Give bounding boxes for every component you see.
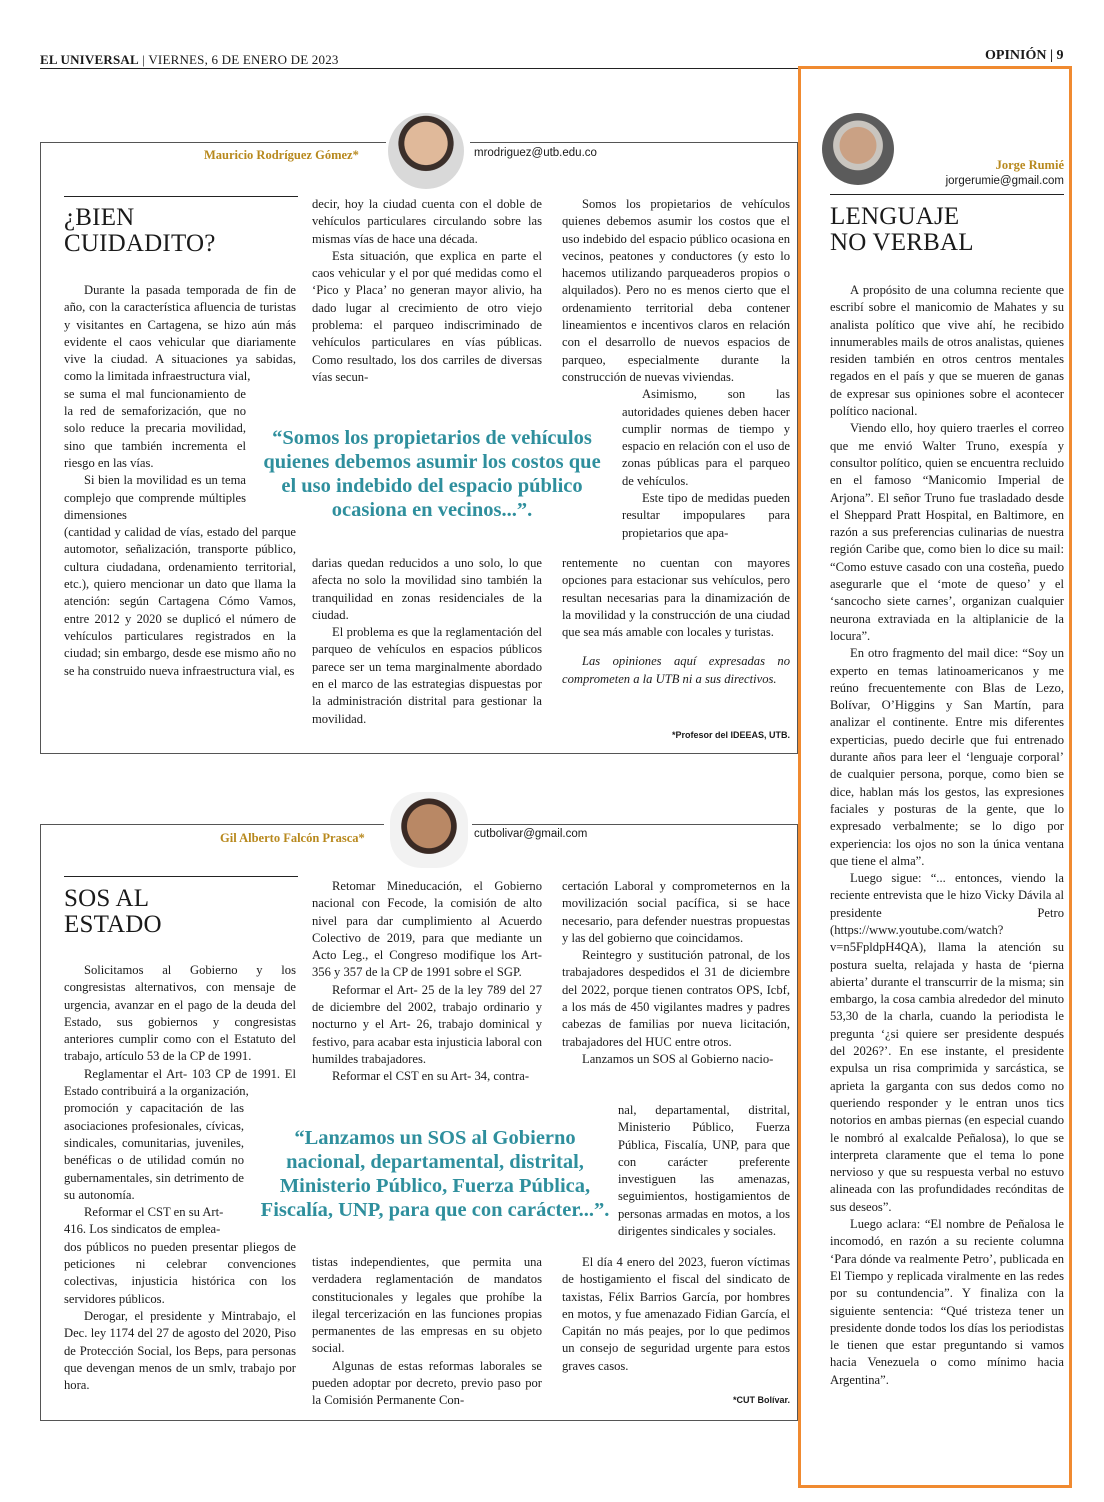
highlight-frame: [798, 66, 1072, 1488]
author-email: mrodriguez@utb.edu.co: [474, 147, 597, 159]
section-header: OPINIÓN | 9: [985, 48, 1064, 63]
issue-date: VIERNES, 6 DE ENERO DE 2023: [148, 52, 339, 67]
paragraph: Derogar, el presidente y Mintrabajo, el Dec. ley 1174 del 27 de agosto del 2020, Piso de Protección Social, los Beps, para personas que devengan menos de un smlv, trabajo por hora.: [64, 1308, 296, 1393]
pull-quote: “Somos los propietarios de vehículos quienes debemos asumir los costos que el uso indebido del espacio público ocasiona en vecinos...”.: [263, 427, 601, 521]
paragraph: promoción y capacitación de las asociaciones profesionales, cívicas, sindicales, comunitarias, juveniles, benéficas o de utilidad común no gubernamentales, sin detrimento de su autonomía.: [64, 1101, 244, 1202]
article-column: [312, 1254, 542, 1410]
paragraph: A propósito de una columna reciente que escribí sobre el manicomio de Mahates y su analista político que vive ahí, he recibido innumerables mails de otros analistas, quienes residen también en otros centros mentales regados en el país y que se mueren de ganas de expresar sus opiniones sobre el acontecer político nacional.: [830, 283, 1064, 419]
title-line: CUIDADITO?: [64, 230, 216, 257]
paragraph: Reglamentar el Art- 103 CP de 1991. El Estado contribuirá a la organización,: [64, 1066, 296, 1099]
page-number: 9: [1056, 48, 1064, 63]
author-name: Mauricio Rodríguez Gómez*: [204, 148, 359, 162]
paragraph: nal, departamental, distrital, Ministerio Público, Fuerza Pública, Fiscalía, UNP, para que con carácter preferente investiguen las amenazas, seguimientos, hostigamientos de personas armadas en motos, a los dirigentes sindicales y sociales.: [618, 1103, 790, 1239]
author-photo-mauricio: [388, 113, 464, 189]
paragraph: (cantidad y calidad de vías, estado del parque automotor, señalización, transporte público, cultura ciudadana, ordenamiento territorial, etc.), quiero mencionar un dato que llama la atención: según Cartagena Cómo Vamos, entre 2012 y 2020 se duplicó el número de vehículos particulares registrados en la ciudad; sin embargo, desde ese mismo año no se ha construido nueva infraestructura vial, es: [64, 525, 296, 678]
title-rule: [64, 196, 298, 197]
title-line: ¿BIEN: [64, 204, 135, 231]
paragraph: tistas independientes, que permita una verdadera reglamentación de mandatos constitucionales y legales que prohíbe la ilegal tercerización en las funciones propias permanentes de las empresas en su objeto social.: [312, 1255, 542, 1356]
article-column: [618, 1102, 790, 1240]
article-title: [64, 205, 216, 257]
paragraph: Reformar el CST en su Art- 34, contra-: [332, 1069, 530, 1084]
paragraph: Asimismo, son las autoridades quienes deben hacer cumplir normas de tiempo y espacio en relación con el uso de zonas públicas para el parqueo de vehículos.: [622, 387, 790, 488]
title-line: ESTADO: [64, 911, 162, 938]
paragraph: Somos los propietarios de vehículos quienes debemos asumir los costos que el uso indebido del espacio público ocasiona en vecinos, peatones y conductores (y esto lo hacemos utilizando parqueaderos propios o alquilados). Pero no es menos cierto que el ordenamiento territorial deba contener lineamientos e incentivos claros en relación con el desarrollo de nuevos espacios de parqueo, especialmente durante la construcción de nuevas viviendas.: [562, 197, 790, 384]
author-photo-gil: [390, 792, 468, 868]
pull-quote: “Lanzamos un SOS al Gobierno nacional, departamental, distrital, Ministerio Público, Fuerza Pública, Fiscalía, UNP, para que con carácter...”.: [260, 1127, 610, 1221]
paragraph: En otro fragmento del mail dice: “Soy un experto en temas latinoamericanos y me reúno frecuentemente con Blas de Lezo, Bolívar, O’Higgins y San Martín, para analizar el continente. Entre mis diferentes experticias, puedo decirle que fui entrenado durante años para leer el ‘lenguaje corporal’ de cualquier persona, porque, como bien se dice, hablan más los gestos, las expresiones faciales y posturas de la gente, que lo expresado verbalmente; se lo digo por experiencia: los ojos no son la única ventana que tiene el alma”.: [830, 646, 1064, 868]
title-line: LENGUAJE: [830, 203, 960, 230]
paragraph: rentemente no cuentan con mayores opciones para estacionar sus vehículos, pero resultan necesarias para la dinamización de la movilidad y la construcción de una ciudad que sea más amable con locales y turistas.: [562, 556, 790, 640]
paragraph: certación Laboral y comprometernos en la movilización social pacífica, si se hace necesario, para defender nuestras propuestas y las del gobierno que coincidamos.: [562, 879, 790, 945]
paragraph: darias quedan reducidos a uno solo, lo que afecta no solo la movilidad sino también la tranquilidad en zonas residenciales de la ciudad.: [312, 556, 542, 622]
article-column: [312, 555, 542, 728]
paragraph: Reintegro y sustitución patronal, de los trabajadores despedidos el 31 de diciembre del 2022, porque tienen contratos OPS, Icbf, a los más de 450 vigilantes madres y padres cabezas de familias por nueva licitación, trabajadores del HUC entre otros.: [562, 948, 790, 1049]
paragraph: Reformar el Art- 25 de la ley 789 del 27 de diciembre del 2002, trabajo ordinario y nocturno y el Art- 26, trabajo dominical y festivo, para acabar esta injusticia laboral con humildes trabajadores.: [312, 982, 542, 1066]
paragraph: El problema es que la reglamentación del parqueo de vehículos en espacios públicos parece ser un tema marginalmente abordado en el marco de las estrategias dispuestas por la administración distrital para gestionar la movilidad.: [312, 625, 542, 726]
paragraph: 416. Los sindicatos de emplea-: [64, 1222, 221, 1237]
author-email: jorgerumie@gmail.com: [945, 175, 1064, 187]
disclaimer: Las opiniones aquí expresadas no comprometen a la UTB ni a sus directivos.: [562, 654, 790, 686]
author-credit: *CUT Bolívar.: [732, 1395, 790, 1405]
article-column: [562, 878, 790, 1068]
paragraph: Luego aclara: “El nombre de Peñalosa le incomodó, en razón a su reciente columna ‘Para dónde va realmente Petro’, publicada en El Tiempo y replicada viralmente en las redes por su contundencia”. Y finaliza con la siguiente sentencia: “Qué tristeza tener un presidente donde todos los días los periodistas le tienen que estar preguntando si vamos hacia Venezuela o como mínimo hacia Argentina”.: [830, 1217, 1064, 1387]
paragraph: dos públicos no pueden presentar pliegos de peticiones ni celebrar convenciones colectivas, injusticia histórica con los servidores públicos.: [64, 1239, 296, 1306]
paragraph: Luego sigue: “... entonces, viendo la reciente entrevista que le hizo Vicky Dávila al presidente Petro (https://www.youtube.com/watch?v=n5FpldpH4QA), llama la atención su postura suelta, relajada y hasta de ‘pierna abierta’ durante el transcurrir de la misma; sin embargo, la cosa cambia alrededor del minuto 53,30 de la charla, cuando la periodista le pregunta ‘¿si quiere ser presidente después del 2026?’. En ese instante, el presidente expulsa un risa comprimida y sarcástica, se aprieta la garganta con sus dedos como no queriendo responder y le entran unos tics notorios en ambas piernas (en especial cuando le nombró al exalcalde Peñalosa), lo que se interpreta claramente que el tema lo pone nervioso y que su respuesta verbal no estuvo alineada con las profundidades recónditas de sus deseos”.: [830, 871, 1064, 1214]
paragraph: Este tipo de medidas pueden resultar impopulares para propietarios que apa-: [622, 491, 790, 540]
title-line: NO VERBAL: [830, 229, 974, 256]
article-title: [64, 886, 162, 938]
paragraph: Solicitamos al Gobierno y los congresistas alternativos, con mensaje de urgencia, avanzar en el pago de la deuda del Estado, sus gobiernos y congresistas anteriores cumplir como con el Estatuto del trabajo, artículo 53 de la CP de 1991.: [64, 963, 296, 1064]
article-column: [562, 1254, 790, 1375]
title-rule: [64, 876, 298, 877]
section-name: OPINIÓN: [985, 48, 1047, 63]
paragraph: Esta situación, que explica en parte el caos vehicular y el por qué medidas como el ‘Pico y Placa’ no generan mayor alivio, ha dado lugar al crecimiento de otro viejo problema: el parqueo indiscriminado de vehículos particulares en vías públicas. Como resultado, los dos carriles de diversas vías secun-: [312, 248, 542, 384]
title-line: SOS AL: [64, 885, 150, 912]
paragraph: Reformar el CST en su Art-: [84, 1205, 224, 1220]
article-column: [562, 555, 790, 688]
paragraph: se suma el mal funcionamiento de la red de semaforización, que no solo reduce la precaria movilidad, sino que también incrementa el riesgo en las vías.: [64, 386, 246, 470]
paragraph: Viendo ello, hoy quiero traerles el correo que me envió Walter Truno, exespía y consultor político, quien se encuentra recluido en el famoso “Manicomio Imperial de Arjona”. El señor Truno fue trasladado desde el Sheppard Pratt Hospital, en Baltimore, en razón a sus preferencias culinarias de nuestra región Caribe que, como bien lo dice su mail: “Como estuve casado con una costeña, puedo asegurarle que el ‘mote de queso’ y el ‘sancocho siete carnes’, organizan cualquier neurona extraviada en la altiplanicie de la locura”.: [830, 421, 1064, 643]
author-name: Jorge Rumié: [995, 158, 1064, 172]
paper-name: EL UNIVERSAL: [40, 52, 139, 67]
author-email: cutbolivar@gmail.com: [474, 828, 588, 840]
author-credit: *Profesor del IDEEAS, UTB.: [671, 730, 790, 740]
paragraph: Retomar Mineducación, el Gobierno nacional con Fecode, la comisión de alto nivel para dar cumplimiento al Acuerdo Colectivo de 2019, para que mediante un Acto Leg., el Congreso modifique los Art- 356 y 357 de la CP de 1991 sobre el SGP.: [312, 879, 542, 980]
paragraph: El día 4 enero del 2023, fueron víctimas de hostigamiento el fiscal del sindicato de taxistas, Félix Barrios García, por hombres en motos, y fue amenazado Fidian García, el Capitán no más peajes, por lo que pedimos un consejo de seguridad urgente para estos graves casos.: [562, 1255, 790, 1373]
author-name: Gil Alberto Falcón Prasca*: [220, 831, 365, 845]
paragraph: Lanzamos un SOS al Gobierno nacio-: [582, 1051, 774, 1066]
article-column: [312, 878, 542, 1086]
paragraph: Durante la pasada temporada de fin de año, con la característica afluencia de turistas y visitantes en Cartagena, se hizo aún más evidente el caos vehicular que diariamente vive la ciudad. A situaciones ya sabidas, como la limitada infraestructura vial,: [64, 283, 296, 384]
paragraph: Si bien la movilidad es un tema complejo que comprende múltiples dimensiones: [64, 473, 246, 522]
page-header: EL UNIVERSAL | VIERNES, 6 DE ENERO DE 2023: [40, 52, 339, 67]
paragraph: decir, hoy la ciudad cuenta con el doble de vehículos particulares circulando sobre las mismas vías de hace una década.: [312, 197, 542, 246]
paragraph: Algunas de estas reformas laborales se pueden adoptar por decreto, previo paso por la Comisión Permanente Con-: [312, 1358, 542, 1408]
article-column: [312, 196, 542, 386]
